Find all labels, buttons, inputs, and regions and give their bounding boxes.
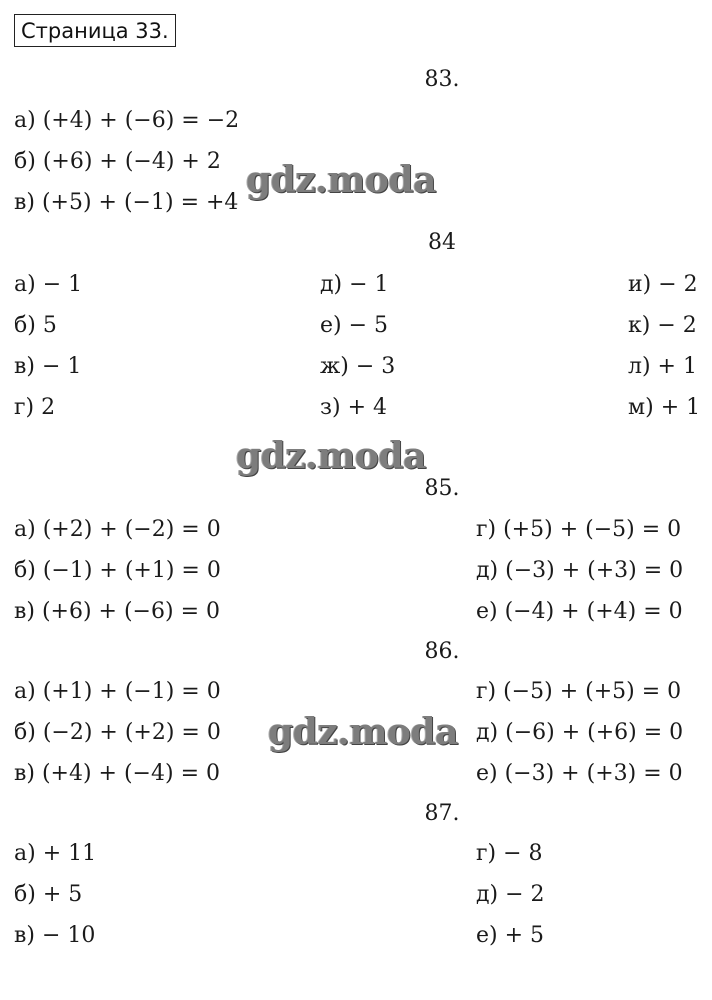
answer-d: д) (−3) + (+3) = 0 <box>476 558 684 583</box>
answer-g: г) (−5) + (+5) = 0 <box>476 679 682 704</box>
answer-d: д) − 2 <box>476 882 545 907</box>
answer-a: а) + 11 <box>14 841 97 866</box>
answer-e: е) − 5 <box>320 313 389 338</box>
answer-zh: ж) − 3 <box>320 354 396 379</box>
answer-b: б) (−2) + (+2) = 0 <box>14 720 221 745</box>
answer-b: б) 5 <box>14 313 57 338</box>
page-title: Страница 33. <box>14 14 176 47</box>
answer-e: е) (−3) + (+3) = 0 <box>476 761 683 786</box>
watermark: gdz.moda <box>268 711 458 753</box>
answer-a: а) (+1) + (−1) = 0 <box>14 679 221 704</box>
answer-a: а) (+4) + (−6) = −2 <box>14 108 240 133</box>
answer-m: м) + 1 <box>628 395 701 420</box>
answer-v: в) − 1 <box>14 354 82 379</box>
exercise-number: 83. <box>424 67 460 92</box>
answer-g: г) (+5) + (−5) = 0 <box>476 517 682 542</box>
answer-e: е) (−4) + (+4) = 0 <box>476 599 683 624</box>
answer-b: б) (−1) + (+1) = 0 <box>14 558 221 583</box>
answer-d: д) (−6) + (+6) = 0 <box>476 720 684 745</box>
answer-z: з) + 4 <box>320 395 387 420</box>
answer-g: г) − 8 <box>476 841 543 866</box>
watermark: gdz.moda <box>236 435 426 477</box>
answer-b: б) (+6) + (−4) + 2 <box>14 149 221 174</box>
answer-v: в) − 10 <box>14 923 96 948</box>
exercise-number: 87. <box>424 801 460 826</box>
answer-i: и) − 2 <box>628 272 698 297</box>
answer-e: е) + 5 <box>476 923 545 948</box>
watermark: gdz.moda <box>246 159 436 201</box>
answer-a: а) (+2) + (−2) = 0 <box>14 517 221 542</box>
exercise-number: 85. <box>424 476 460 501</box>
answer-l: л) + 1 <box>628 354 697 379</box>
answer-v: в) (+4) + (−4) = 0 <box>14 761 220 786</box>
answer-k: к) − 2 <box>628 313 697 338</box>
answer-d: д) − 1 <box>320 272 389 297</box>
answer-a: а) − 1 <box>14 272 83 297</box>
exercise-number: 84 <box>428 230 456 255</box>
answer-b: б) + 5 <box>14 882 83 907</box>
answer-g: г) 2 <box>14 395 56 420</box>
answer-v: в) (+5) + (−1) = +4 <box>14 190 239 215</box>
answer-v: в) (+6) + (−6) = 0 <box>14 599 220 624</box>
exercise-number: 86. <box>424 639 460 664</box>
